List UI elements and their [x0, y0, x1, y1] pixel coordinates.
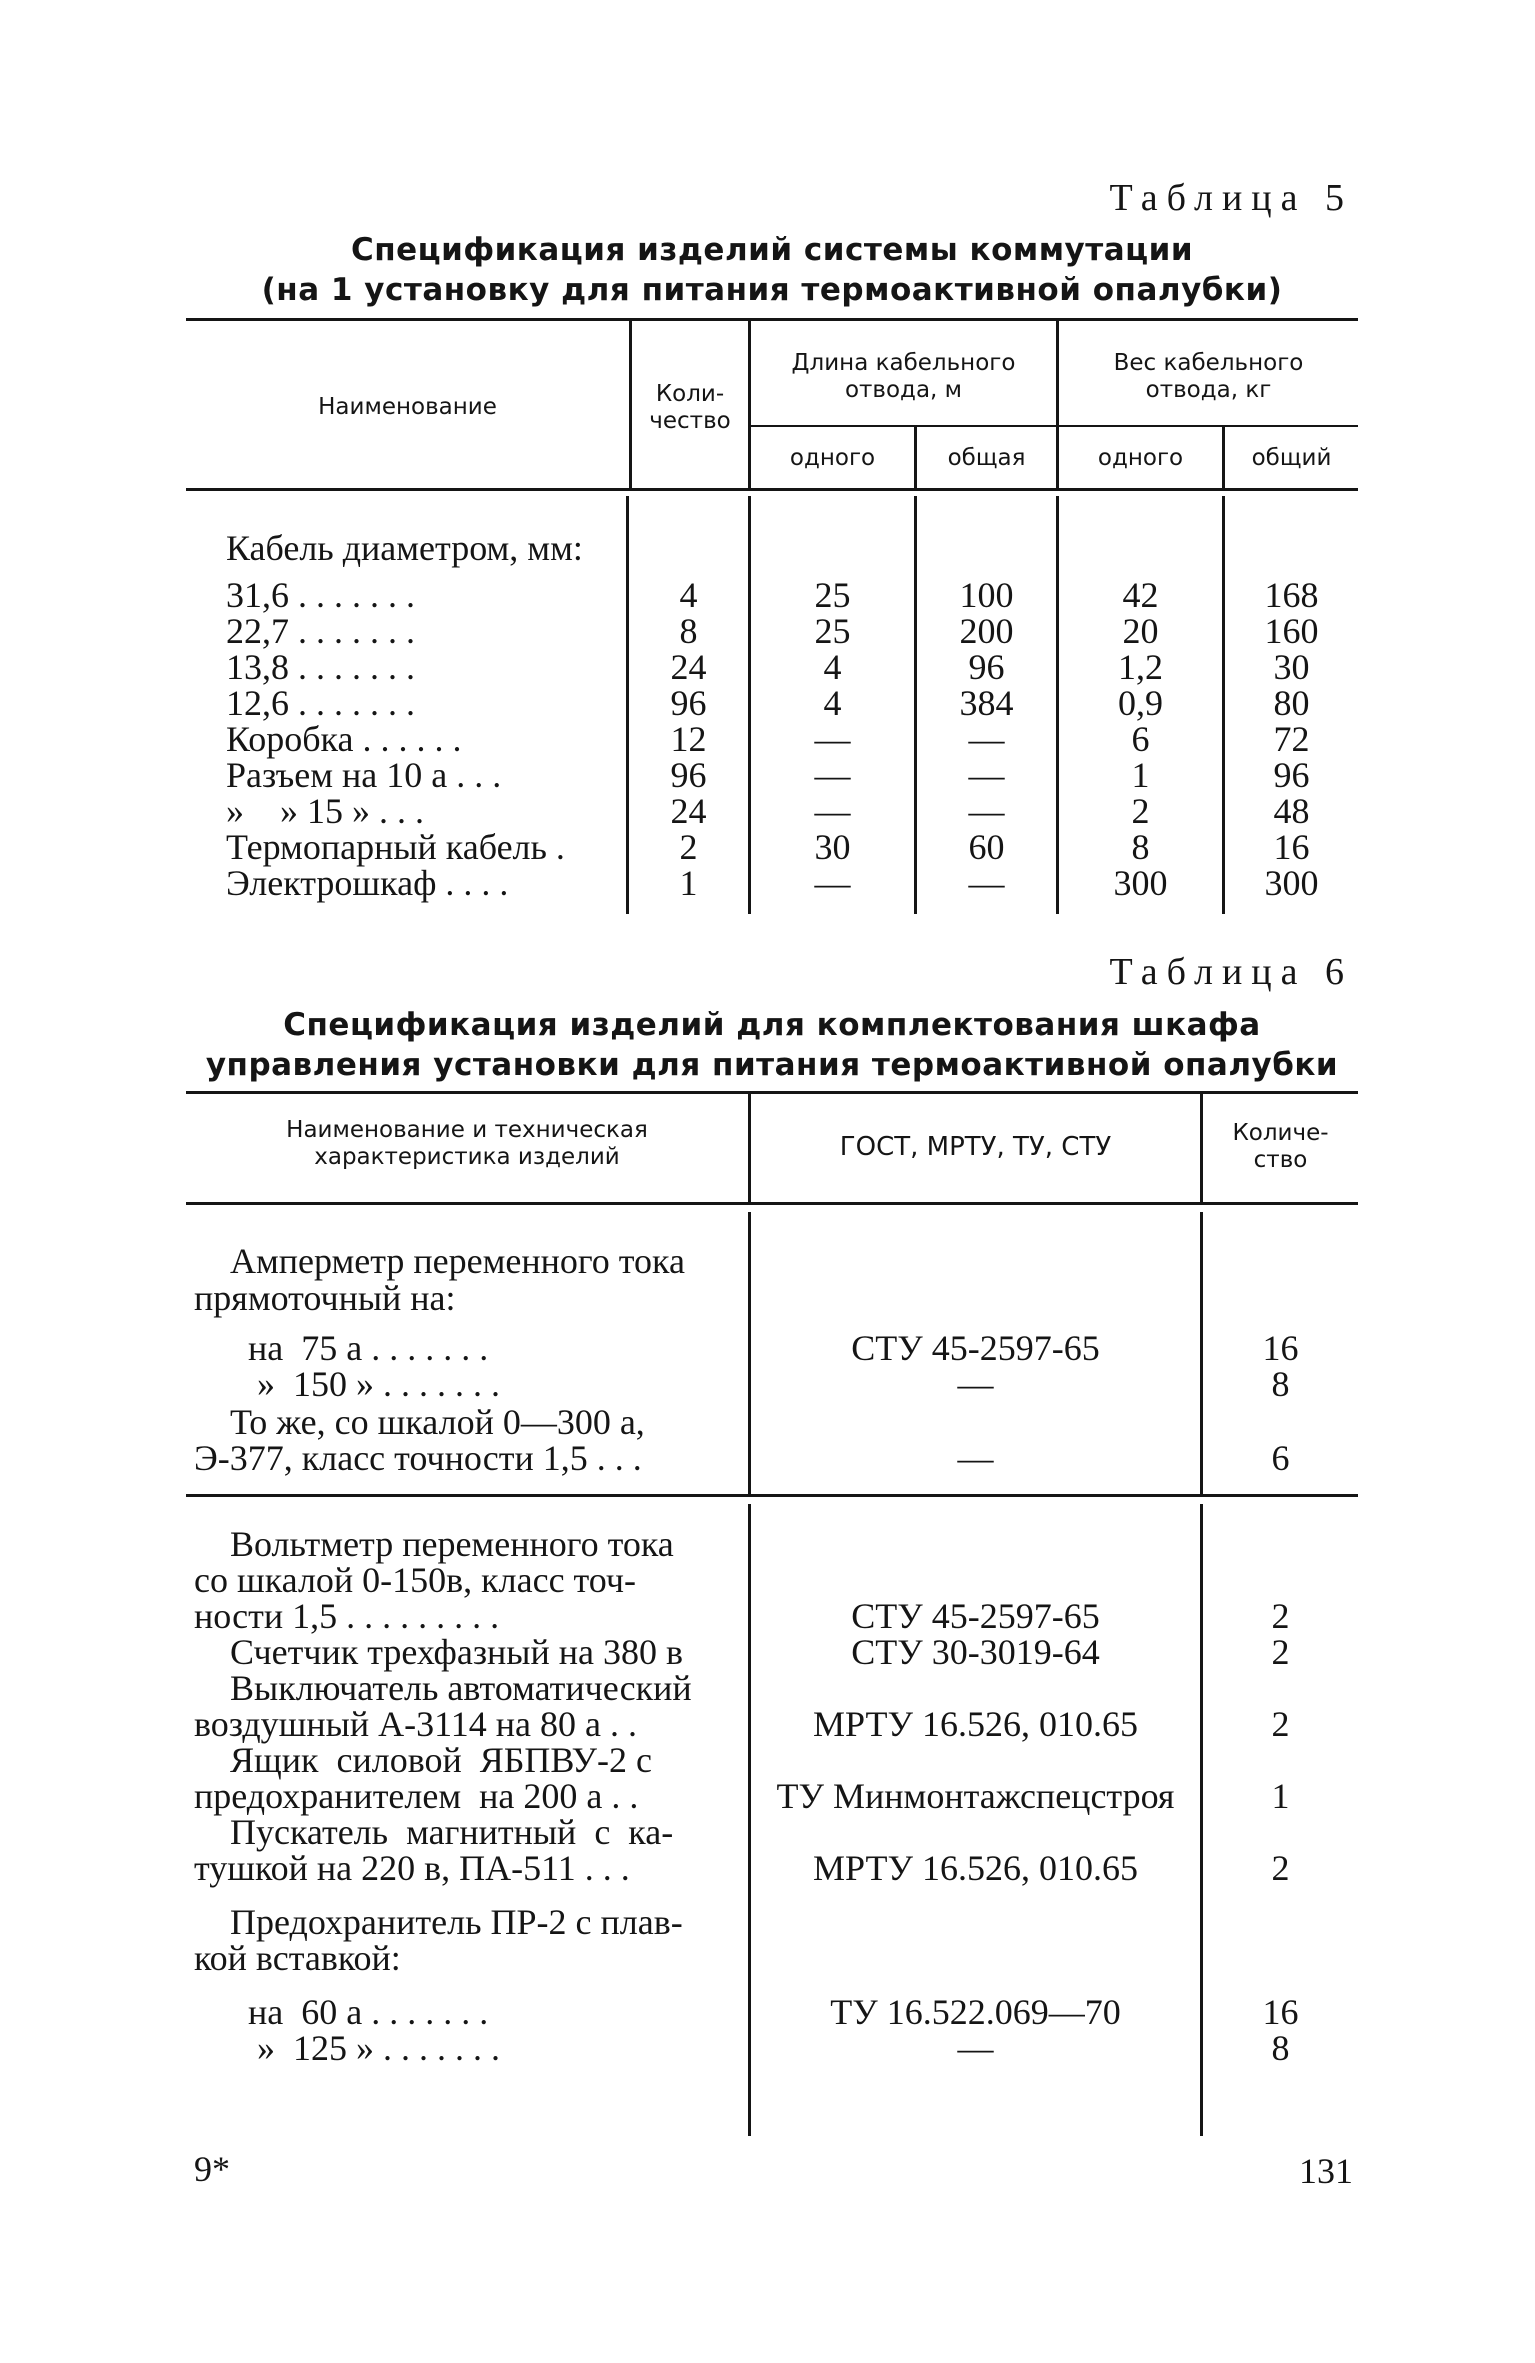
table5-cell-len-one: 25 — [814, 575, 851, 615]
table5-cell-len-total: — — [968, 719, 1005, 759]
table5-subheader-rule — [748, 425, 1358, 427]
table6-cell-std: МРТУ 16.526, 010.65 — [813, 1848, 1138, 1888]
table5-cell-wt-total: 48 — [1273, 791, 1310, 831]
table5-cell-len-one: — — [814, 791, 851, 831]
table6-cell-qty: 1 — [1271, 1776, 1290, 1816]
table6-cell-name: » 125 » . . . . . . . — [194, 2028, 500, 2068]
table5-cell-qty: 96 — [670, 755, 707, 795]
table5-cell-qty: 96 — [670, 683, 707, 723]
table5-header-name: Наименование — [318, 394, 497, 420]
table5-header-qty-l1: Коли- — [655, 381, 725, 407]
table6-title-line1: Спецификация изделий для комплектования шкафа — [283, 1007, 1261, 1043]
table6-cell-name: Предохранитель ПР-2 с плав- — [194, 1902, 683, 1942]
table5-cell-len-total: — — [968, 755, 1005, 795]
table5-cell-qty: 2 — [679, 827, 698, 867]
table5-cell-len-one: 4 — [823, 647, 842, 687]
table5-header-length-l2: отвода, м — [844, 377, 963, 403]
table5-cell-len-total: 60 — [968, 827, 1005, 867]
table5-cell-wt-one: 0,9 — [1118, 683, 1163, 723]
table6-cell-std: — — [957, 1438, 994, 1478]
table6-header-qty — [1203, 1120, 1358, 1174]
table5-header-len-one: одного — [789, 445, 876, 471]
table5-header-weight-l1: Вес кабельного — [1113, 350, 1304, 376]
table6-cell-std: — — [957, 2028, 994, 2068]
table5-group-label: Кабель диаметром, мм: — [226, 528, 583, 568]
table5-cell-wt-total: 300 — [1264, 863, 1319, 903]
table6-header-qty-l1: Количе- — [1232, 1120, 1329, 1146]
table5-title-line2: (на 1 установку для питания термоактивной опалубки) — [261, 272, 1283, 308]
table6-cell-std: ТУ Минмонтажспецстроя — [776, 1776, 1175, 1816]
table6-top-rule — [186, 1091, 1358, 1094]
table5-header-len-total: общая — [947, 445, 1026, 471]
table6-cell-name: воздушный А-3114 на 80 а . . — [194, 1704, 637, 1744]
table5-cell-len-one: 30 — [814, 827, 851, 867]
table5-cell-wt-one: 300 — [1113, 863, 1168, 903]
table6-cell-std: СТУ 30-3019-64 — [851, 1632, 1100, 1672]
table5-cell-wt-one: 20 — [1122, 611, 1159, 651]
table5-cell-name: Термопарный кабель . — [226, 827, 565, 867]
table6-cell-name: на 60 а . . . . . . . — [194, 1992, 489, 2032]
table5-cell-qty: 4 — [679, 575, 698, 615]
table5-cell-name: 13,8 . . . . . . . — [226, 647, 415, 687]
table5-cell-len-one: 25 — [814, 611, 851, 651]
table5-cell-wt-one: 2 — [1131, 791, 1150, 831]
table6-cell-std: — — [957, 1364, 994, 1404]
table6-cell-qty: 16 — [1262, 1328, 1299, 1368]
table5-cell-len-one: 4 — [823, 683, 842, 723]
table5-cell-len-total: 384 — [959, 683, 1014, 723]
table5-cell-name: Коробка . . . . . . — [226, 719, 462, 759]
table5-cell-name: Электрошкаф . . . . — [226, 863, 509, 903]
table5-cell-qty: 1 — [679, 863, 698, 903]
table6-title — [186, 1005, 1358, 1085]
table6-cell-qty: 8 — [1271, 1364, 1290, 1404]
table6-cell-name: То же, со шкалой 0—300 а, — [194, 1402, 645, 1442]
table5-header-length — [751, 350, 1056, 404]
table5-header-length-l1: Длина кабельного — [791, 350, 1016, 376]
table6-cell-std: СТУ 45-2597-65 — [851, 1328, 1100, 1368]
table5-title — [186, 230, 1358, 310]
table5-cell-qty: 12 — [670, 719, 707, 759]
table5-cell-qty: 24 — [670, 647, 707, 687]
table5-cell-name: 31,6 . . . . . . . — [226, 575, 415, 615]
table5-label: Таблица 5 — [1109, 177, 1353, 219]
table6-cell-name: со шкалой 0-150в, класс точ- — [194, 1560, 636, 1600]
table6-cell-name: Э-377, класс точности 1,5 . . . — [194, 1438, 642, 1478]
table6-title-line2: управления установки для питания термоактивной опалубки — [205, 1047, 1339, 1083]
table5-header-rule — [186, 488, 1358, 491]
table6-cell-qty: 2 — [1271, 1632, 1290, 1672]
table5-header-weight-l2: отвода, кг — [1145, 377, 1272, 403]
table6-cell-qty: 2 — [1271, 1704, 1290, 1744]
table6-cell-name: Ящик силовой ЯБПВУ-2 с — [194, 1740, 652, 1780]
table6-cell-qty: 2 — [1271, 1596, 1290, 1636]
table5-cell-wt-total: 96 — [1273, 755, 1310, 795]
table5-cell-qty: 24 — [670, 791, 707, 831]
table6-cell-std: СТУ 45-2597-65 — [851, 1596, 1100, 1636]
table6-cell-name: Амперметр переменного тока — [194, 1241, 685, 1281]
table5-cell-len-total: 200 — [959, 611, 1014, 651]
table5-cell-wt-total: 16 — [1273, 827, 1310, 867]
table6-header-name-l1: Наименование и техническая — [286, 1117, 648, 1143]
table6-header-std: ГОСТ, МРТУ, ТУ, СТУ — [839, 1132, 1112, 1162]
signature-mark: 9* — [194, 2149, 230, 2189]
table5-header-weight — [1059, 350, 1358, 404]
table5-header-qty-l2: чество — [649, 408, 731, 434]
table6-cell-name: на 75 а . . . . . . . — [194, 1328, 489, 1368]
table6-cell-name: ности 1,5 . . . . . . . . . — [194, 1596, 500, 1636]
table6-cell-qty: 16 — [1262, 1992, 1299, 2032]
table5-cell-len-one: — — [814, 755, 851, 795]
table5-cell-wt-total: 30 — [1273, 647, 1310, 687]
table6-header-rule — [186, 1202, 1358, 1205]
table6-header-name-l2: характеристика изделий — [314, 1144, 620, 1170]
table5-header-qty — [632, 381, 748, 435]
table5-header-wt-total: общий — [1251, 445, 1332, 471]
table6-label: Таблица 6 — [1109, 951, 1353, 993]
table5-cell-name: 12,6 . . . . . . . — [226, 683, 415, 723]
page-number: 131 — [1299, 2151, 1353, 2191]
table6-cell-qty: 6 — [1271, 1438, 1290, 1478]
table6-cell-name: кой вставкой: — [194, 1938, 401, 1978]
table5-cell-len-total: — — [968, 863, 1005, 903]
table5-cell-name: Разъем на 10 а . . . — [226, 755, 502, 795]
table6-cell-qty: 2 — [1271, 1848, 1290, 1888]
table6-group-rule — [186, 1494, 1358, 1497]
table5-top-rule — [186, 318, 1358, 321]
table6-cell-name: Счетчик трехфазный на 380 в — [194, 1632, 684, 1672]
table6-cell-std: ТУ 16.522.069—70 — [830, 1992, 1121, 2032]
table5-cell-qty: 8 — [679, 611, 698, 651]
table6-cell-name: Вольтметр переменного тока — [194, 1524, 674, 1564]
table6-cell-name: тушкой на 220 в, ПА-511 . . . — [194, 1848, 630, 1888]
table5-cell-len-total: 100 — [959, 575, 1014, 615]
table6-cell-std: МРТУ 16.526, 010.65 — [813, 1704, 1138, 1744]
table5-cell-wt-one: 1 — [1131, 755, 1150, 795]
table6-cell-name: » 150 » . . . . . . . — [194, 1364, 500, 1404]
table5-cell-wt-one: 8 — [1131, 827, 1150, 867]
table5-cell-len-one: — — [814, 719, 851, 759]
table5-header-wt-one: одного — [1097, 445, 1184, 471]
table5-cell-wt-one: 42 — [1122, 575, 1159, 615]
table5-cell-wt-total: 160 — [1264, 611, 1319, 651]
table5-cell-wt-one: 6 — [1131, 719, 1150, 759]
table5-cell-len-one: — — [814, 863, 851, 903]
table5-cell-wt-total: 168 — [1264, 575, 1319, 615]
table6-header-qty-l2: ство — [1253, 1147, 1308, 1173]
table5-cell-wt-total: 72 — [1273, 719, 1310, 759]
table5-cell-wt-one: 1,2 — [1118, 647, 1163, 687]
table6-cell-name: Пускатель магнитный с ка- — [194, 1812, 674, 1852]
table6-cell-qty: 8 — [1271, 2028, 1290, 2068]
table6-cell-name: предохранителем на 200 а . . — [194, 1776, 639, 1816]
table6-header-name — [186, 1117, 748, 1171]
table6-cell-name: Выключатель автоматический — [194, 1668, 692, 1708]
table5-cell-name: 22,7 . . . . . . . — [226, 611, 415, 651]
table5-cell-name: » » 15 » . . . — [226, 791, 424, 831]
table6-cell-name: прямоточный на: — [194, 1278, 456, 1318]
table5-cell-len-total: — — [968, 791, 1005, 831]
table5-cell-len-total: 96 — [968, 647, 1005, 687]
table5-title-line1: Спецификация изделий системы коммутации — [350, 232, 1194, 268]
table5-cell-wt-total: 80 — [1273, 683, 1310, 723]
